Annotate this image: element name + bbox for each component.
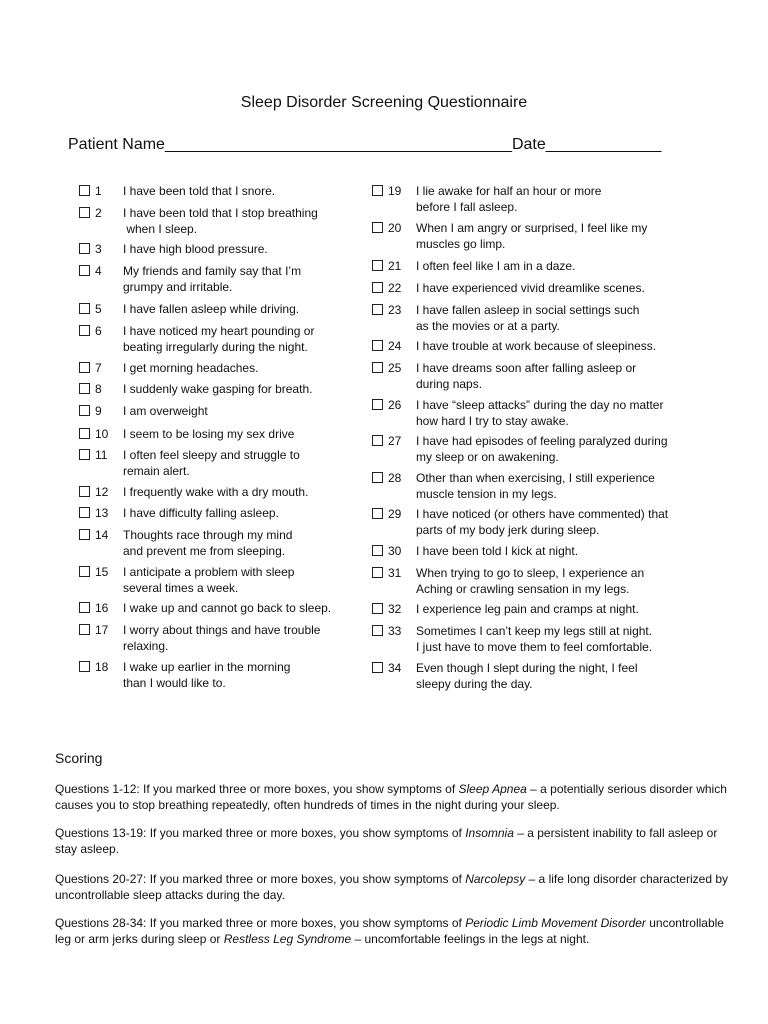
scoring-label: Questions 28-34: If you marked three or more boxes, you show symptoms of <box>55 916 466 930</box>
question-number: 27 <box>388 434 402 448</box>
question-text: I am overweight <box>123 404 208 418</box>
question-number: 16 <box>95 601 109 615</box>
question-number: 12 <box>95 485 109 499</box>
scoring-item-narcolepsy <box>55 871 735 903</box>
question-number: 5 <box>95 302 102 316</box>
question-text: I have “sleep attacks” during the day no matter how hard I try to stay awake. <box>416 398 664 428</box>
question-text: I wake up earlier in the morning than I would like to. <box>123 660 291 690</box>
scoring-item-plmd-rls <box>55 915 735 947</box>
question-text: I frequently wake with a dry mouth. <box>123 485 309 499</box>
question-number: 7 <box>95 361 102 375</box>
question-checkbox[interactable] <box>79 383 90 394</box>
question-checkbox[interactable] <box>79 243 90 254</box>
scoring-description: – a potentially serious disorder which causes you to stop breathing repeatedly, often hundreds of times in the night during your sleep. <box>55 782 727 812</box>
question-text: I have fallen asleep while driving. <box>123 302 300 316</box>
question-number: 18 <box>95 660 109 674</box>
question-checkbox[interactable] <box>79 507 90 518</box>
question-text: I experience leg pain and cramps at night. <box>416 602 639 616</box>
disorder-name: Periodic Limb Movement Disorder <box>465 916 646 930</box>
patient-name-date-line: Patient Name_______________________________________Date_____________ <box>68 136 662 153</box>
question-number: 13 <box>95 506 109 520</box>
question-number: 9 <box>95 404 102 418</box>
question-text: When I am angry or surprised, I feel like my muscles go limp. <box>416 221 648 251</box>
document-title: Sleep Disorder Screening Questionnaire <box>240 94 528 111</box>
question-checkbox[interactable] <box>79 405 90 416</box>
question-number: 22 <box>388 281 402 295</box>
question-number: 33 <box>388 624 402 638</box>
question-number: 30 <box>388 544 402 558</box>
disorder-name-2: Restless Leg Syndrome <box>223 932 352 946</box>
question-text: I have been told I kick at night. <box>416 544 579 558</box>
scoring-item-insomnia <box>55 825 735 857</box>
question-checkbox[interactable] <box>372 625 383 636</box>
question-checkbox[interactable] <box>79 185 90 196</box>
question-text: I have had episodes of feeling paralyzed during my sleep or on awakening. <box>416 434 668 464</box>
question-checkbox[interactable] <box>79 362 90 373</box>
question-number: 4 <box>95 264 102 278</box>
question-number: 34 <box>388 661 402 675</box>
question-checkbox[interactable] <box>79 661 90 672</box>
scoring-description-2: – uncomfortable feelings in the legs at night. <box>351 932 590 946</box>
question-number: 8 <box>95 382 102 396</box>
question-checkbox[interactable] <box>372 304 383 315</box>
question-number: 19 <box>388 184 402 198</box>
scoring-heading: Scoring <box>55 750 103 766</box>
question-text: I have dreams soon after falling asleep or during naps. <box>416 361 637 391</box>
question-checkbox[interactable] <box>372 222 383 233</box>
question-checkbox[interactable] <box>372 472 383 483</box>
question-text: I have noticed my heart pounding or beating irregularly during the night. <box>123 324 315 354</box>
question-checkbox[interactable] <box>372 662 383 673</box>
question-text: I have been told that I stop breathing when I sleep. <box>123 206 318 236</box>
scoring-label: Questions 20-27: If you marked three or more boxes, you show symptoms of <box>55 872 466 886</box>
question-number: 28 <box>388 471 402 485</box>
question-checkbox[interactable] <box>372 567 383 578</box>
question-number: 15 <box>95 565 109 579</box>
question-checkbox[interactable] <box>372 508 383 519</box>
question-checkbox[interactable] <box>372 362 383 373</box>
question-text: I have noticed (or others have commented) that parts of my body jerk during sleep. <box>416 507 669 537</box>
question-text: Other than when exercising, I still experience muscle tension in my legs. <box>416 471 655 501</box>
question-text: I seem to be losing my sex drive <box>123 427 295 441</box>
scoring-description: uncontrollable leg or arm jerks during sleep or <box>55 916 724 946</box>
question-checkbox[interactable] <box>372 185 383 196</box>
question-text: I wake up and cannot go back to sleep. <box>123 601 332 615</box>
question-number: 6 <box>95 324 102 338</box>
question-number: 25 <box>388 361 402 375</box>
scoring-item-apnea <box>55 781 735 813</box>
question-checkbox[interactable] <box>79 449 90 460</box>
question-text: I have fallen asleep in social settings such as the movies or at a party. <box>416 303 640 333</box>
disorder-name: Sleep Apnea <box>458 782 527 796</box>
question-checkbox[interactable] <box>79 486 90 497</box>
question-text: Sometimes I can’t keep my legs still at night. I just have to move them to feel comfortable. <box>416 624 653 654</box>
question-number: 20 <box>388 221 402 235</box>
question-checkbox[interactable] <box>372 399 383 410</box>
question-text: I often feel sleepy and struggle to remain alert. <box>123 448 300 478</box>
question-number: 32 <box>388 602 402 616</box>
question-checkbox[interactable] <box>372 603 383 614</box>
question-text: I get morning headaches. <box>123 361 259 375</box>
question-text: I have trouble at work because of sleepiness. <box>416 339 657 353</box>
question-text: I have high blood pressure. <box>123 242 268 256</box>
question-number: 2 <box>95 206 102 220</box>
disorder-name: Insomnia <box>465 826 514 840</box>
question-number: 14 <box>95 528 109 542</box>
question-text: Thoughts race through my mind and prevent me from sleeping. <box>123 528 293 558</box>
question-text: When trying to go to sleep, I experience an Aching or crawling sensation in my legs. <box>416 566 645 596</box>
question-text: I often feel like I am in a daze. <box>416 259 576 273</box>
question-checkbox[interactable] <box>372 282 383 293</box>
question-number: 21 <box>388 259 402 273</box>
question-checkbox[interactable] <box>372 435 383 446</box>
question-text: I lie awake for half an hour or more before I fall asleep. <box>416 184 602 214</box>
question-number: 31 <box>388 566 402 580</box>
disorder-name: Narcolepsy <box>465 872 526 886</box>
question-checkbox[interactable] <box>79 624 90 635</box>
question-text: My friends and family say that I’m grumpy and irritable. <box>123 264 302 294</box>
question-number: 10 <box>95 427 109 441</box>
question-number: 11 <box>95 448 108 462</box>
question-text: I worry about things and have trouble relaxing. <box>123 623 321 653</box>
question-text: I anticipate a problem with sleep several times a week. <box>123 565 295 595</box>
question-number: 26 <box>388 398 402 412</box>
question-number: 29 <box>388 507 402 521</box>
question-checkbox[interactable] <box>79 428 90 439</box>
question-number: 3 <box>95 242 102 256</box>
scoring-description: – a persistent inability to fall asleep or stay asleep. <box>55 826 718 856</box>
question-text: I have experienced vivid dreamlike scenes. <box>416 281 645 295</box>
scoring-label: Questions 1-12: If you marked three or more boxes, you show symptoms of <box>55 782 459 796</box>
question-checkbox[interactable] <box>79 325 90 336</box>
question-text: I have been told that I snore. <box>123 184 276 198</box>
question-text: I suddenly wake gasping for breath. <box>123 382 313 396</box>
question-checkbox[interactable] <box>372 260 383 271</box>
scoring-description: – a life long disorder characterized by uncontrollable sleep attacks during the day. <box>55 872 728 902</box>
question-checkbox[interactable] <box>79 265 90 276</box>
question-number: 23 <box>388 303 402 317</box>
question-checkbox[interactable] <box>79 602 90 613</box>
scoring-label: Questions 13-19: If you marked three or more boxes, you show symptoms of <box>55 826 466 840</box>
question-checkbox[interactable] <box>79 529 90 540</box>
question-checkbox[interactable] <box>79 566 90 577</box>
question-text: I have difficulty falling asleep. <box>123 506 279 520</box>
question-text: Even though I slept during the night, I feel sleepy during the day. <box>416 661 638 691</box>
question-number: 17 <box>95 623 109 637</box>
question-checkbox[interactable] <box>79 303 90 314</box>
question-checkbox[interactable] <box>372 340 383 351</box>
question-number: 1 <box>95 184 102 198</box>
question-number: 24 <box>388 339 402 353</box>
question-checkbox[interactable] <box>372 545 383 556</box>
question-checkbox[interactable] <box>79 207 90 218</box>
